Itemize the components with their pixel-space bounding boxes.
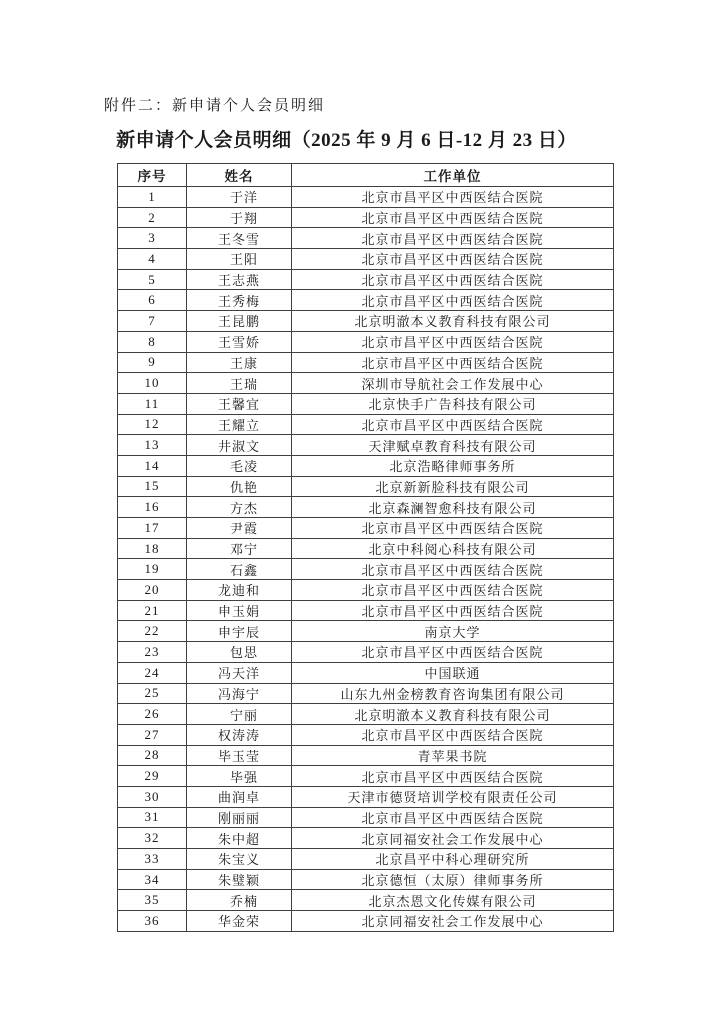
cell-serial-number: 31	[118, 807, 187, 828]
cell-work-unit: 北京市昌平区中西医结合医院	[292, 331, 614, 352]
cell-work-unit: 北京市昌平区中西医结合医院	[292, 269, 614, 290]
cell-work-unit: 北京市昌平区中西医结合医院	[292, 518, 614, 539]
cell-serial-number: 9	[118, 352, 187, 373]
table-row	[118, 745, 614, 766]
cell-serial-number: 36	[118, 911, 187, 932]
cell-name: 王耀立	[187, 414, 292, 435]
header-work-unit: 工作单位	[292, 164, 614, 187]
page-title: 新申请个人会员明细（2025 年 9 月 6 日-12 月 23 日）	[116, 130, 577, 151]
cell-work-unit: 北京快手广告科技有限公司	[292, 393, 614, 414]
cell-name: 尹霞	[187, 518, 292, 539]
cell-name: 朱中超	[187, 828, 292, 849]
cell-name: 申玉娟	[187, 600, 292, 621]
cell-work-unit: 北京市昌平区中西医结合医院	[292, 352, 614, 373]
cell-work-unit: 北京森澜智愈科技有限公司	[292, 497, 614, 518]
cell-serial-number: 25	[118, 683, 187, 704]
table-row	[118, 828, 614, 849]
table-row	[118, 724, 614, 745]
table-row	[118, 331, 614, 352]
cell-work-unit: 北京市昌平区中西医结合医院	[292, 766, 614, 787]
cell-serial-number: 12	[118, 414, 187, 435]
cell-serial-number: 13	[118, 435, 187, 456]
table-row	[118, 766, 614, 787]
cell-serial-number: 27	[118, 724, 187, 745]
cell-name: 邓宁	[187, 538, 292, 559]
cell-serial-number: 15	[118, 476, 187, 497]
table-row	[118, 476, 614, 497]
cell-name: 仇艳	[187, 476, 292, 497]
cell-serial-number: 34	[118, 869, 187, 890]
cell-work-unit: 青苹果书院	[292, 745, 614, 766]
cell-name: 王秀梅	[187, 290, 292, 311]
cell-name: 乔楠	[187, 890, 292, 911]
cell-name: 于洋	[187, 187, 292, 208]
table-header-row	[118, 164, 614, 187]
table-row	[118, 869, 614, 890]
cell-name: 于翔	[187, 207, 292, 228]
cell-name: 朱璧颖	[187, 869, 292, 890]
cell-name: 华金荣	[187, 911, 292, 932]
cell-name: 毛凌	[187, 455, 292, 476]
cell-name: 井淑文	[187, 435, 292, 456]
table-row	[118, 704, 614, 725]
cell-work-unit: 北京明澈本义教育科技有限公司	[292, 311, 614, 332]
cell-work-unit: 北京市昌平区中西医结合医院	[292, 724, 614, 745]
table-row	[118, 414, 614, 435]
cell-work-unit: 天津市德贤培训学校有限责任公司	[292, 786, 614, 807]
cell-serial-number: 22	[118, 621, 187, 642]
cell-name: 王瑞	[187, 373, 292, 394]
table-body	[118, 187, 614, 932]
cell-serial-number: 26	[118, 704, 187, 725]
cell-name: 王馨宜	[187, 393, 292, 414]
table-row	[118, 786, 614, 807]
cell-work-unit: 北京市昌平区中西医结合医院	[292, 187, 614, 208]
cell-work-unit: 北京市昌平区中西医结合医院	[292, 580, 614, 601]
cell-work-unit: 中国联通	[292, 662, 614, 683]
cell-work-unit: 北京同福安社会工作发展中心	[292, 828, 614, 849]
cell-serial-number: 29	[118, 766, 187, 787]
cell-name: 毕强	[187, 766, 292, 787]
table-row	[118, 269, 614, 290]
cell-work-unit: 北京市昌平区中西医结合医院	[292, 228, 614, 249]
cell-name: 刚丽丽	[187, 807, 292, 828]
table-row	[118, 228, 614, 249]
cell-serial-number: 1	[118, 187, 187, 208]
table-row	[118, 621, 614, 642]
table-row	[118, 393, 614, 414]
cell-work-unit: 北京市昌平区中西医结合医院	[292, 290, 614, 311]
cell-work-unit: 北京昌平中科心理研究所	[292, 849, 614, 870]
table-row	[118, 642, 614, 663]
cell-serial-number: 16	[118, 497, 187, 518]
cell-serial-number: 17	[118, 518, 187, 539]
cell-work-unit: 北京同福安社会工作发展中心	[292, 911, 614, 932]
cell-serial-number: 4	[118, 249, 187, 270]
cell-work-unit: 天津赋卓教育科技有限公司	[292, 435, 614, 456]
cell-name: 权涛涛	[187, 724, 292, 745]
cell-name: 王昆鹏	[187, 311, 292, 332]
table-row	[118, 455, 614, 476]
cell-name: 毕玉莹	[187, 745, 292, 766]
cell-name: 石鑫	[187, 559, 292, 580]
cell-serial-number: 18	[118, 538, 187, 559]
cell-work-unit: 北京杰恩文化传媒有限公司	[292, 890, 614, 911]
cell-serial-number: 10	[118, 373, 187, 394]
cell-serial-number: 5	[118, 269, 187, 290]
cell-work-unit: 北京中科阅心科技有限公司	[292, 538, 614, 559]
cell-work-unit: 北京市昌平区中西医结合医院	[292, 807, 614, 828]
cell-serial-number: 8	[118, 331, 187, 352]
table-row	[118, 600, 614, 621]
table-row	[118, 538, 614, 559]
cell-name: 朱宝义	[187, 849, 292, 870]
cell-work-unit: 北京市昌平区中西医结合医院	[292, 559, 614, 580]
member-table	[117, 163, 614, 932]
cell-name: 曲润卓	[187, 786, 292, 807]
cell-name: 包思	[187, 642, 292, 663]
table-row	[118, 497, 614, 518]
cell-serial-number: 23	[118, 642, 187, 663]
cell-serial-number: 19	[118, 559, 187, 580]
cell-serial-number: 3	[118, 228, 187, 249]
cell-serial-number: 2	[118, 207, 187, 228]
cell-work-unit: 北京浩略律师事务所	[292, 455, 614, 476]
cell-name: 方杰	[187, 497, 292, 518]
attachment-label: 附件二：新申请个人会员明细	[104, 98, 326, 114]
cell-name: 冯海宁	[187, 683, 292, 704]
table-row	[118, 807, 614, 828]
table-row	[118, 849, 614, 870]
header-serial-number: 序号	[118, 164, 187, 187]
table-row	[118, 911, 614, 932]
cell-work-unit: 南京大学	[292, 621, 614, 642]
table-row	[118, 187, 614, 208]
cell-name: 王志燕	[187, 269, 292, 290]
cell-name: 申宇辰	[187, 621, 292, 642]
cell-work-unit: 北京市昌平区中西医结合医院	[292, 414, 614, 435]
cell-work-unit: 深圳市导航社会工作发展中心	[292, 373, 614, 394]
cell-work-unit: 北京市昌平区中西医结合医院	[292, 600, 614, 621]
cell-work-unit: 北京明澈本义教育科技有限公司	[292, 704, 614, 725]
table-row	[118, 559, 614, 580]
cell-name: 冯天洋	[187, 662, 292, 683]
table-row	[118, 518, 614, 539]
cell-work-unit: 山东九州金榜教育咨询集团有限公司	[292, 683, 614, 704]
cell-serial-number: 14	[118, 455, 187, 476]
cell-name: 王阳	[187, 249, 292, 270]
cell-serial-number: 21	[118, 600, 187, 621]
cell-serial-number: 32	[118, 828, 187, 849]
cell-name: 王冬雪	[187, 228, 292, 249]
table-row	[118, 373, 614, 394]
cell-serial-number: 28	[118, 745, 187, 766]
cell-work-unit: 北京新新脸科技有限公司	[292, 476, 614, 497]
table-row	[118, 352, 614, 373]
cell-serial-number: 30	[118, 786, 187, 807]
cell-serial-number: 33	[118, 849, 187, 870]
cell-work-unit: 北京德恒（太原）律师事务所	[292, 869, 614, 890]
cell-name: 王雪娇	[187, 331, 292, 352]
cell-work-unit: 北京市昌平区中西医结合医院	[292, 207, 614, 228]
table-row	[118, 290, 614, 311]
table-row	[118, 580, 614, 601]
table-row	[118, 435, 614, 456]
table-row	[118, 683, 614, 704]
cell-work-unit: 北京市昌平区中西医结合医院	[292, 249, 614, 270]
cell-name: 王康	[187, 352, 292, 373]
cell-serial-number: 6	[118, 290, 187, 311]
cell-serial-number: 20	[118, 580, 187, 601]
cell-serial-number: 7	[118, 311, 187, 332]
table-row	[118, 311, 614, 332]
cell-serial-number: 24	[118, 662, 187, 683]
cell-serial-number: 11	[118, 393, 187, 414]
table-header	[118, 164, 614, 187]
table-row	[118, 249, 614, 270]
cell-serial-number: 35	[118, 890, 187, 911]
table-row	[118, 207, 614, 228]
cell-work-unit: 北京市昌平区中西医结合医院	[292, 642, 614, 663]
table-row	[118, 890, 614, 911]
table-row	[118, 662, 614, 683]
cell-name: 龙迪和	[187, 580, 292, 601]
header-name: 姓名	[187, 164, 292, 187]
cell-name: 宁丽	[187, 704, 292, 725]
